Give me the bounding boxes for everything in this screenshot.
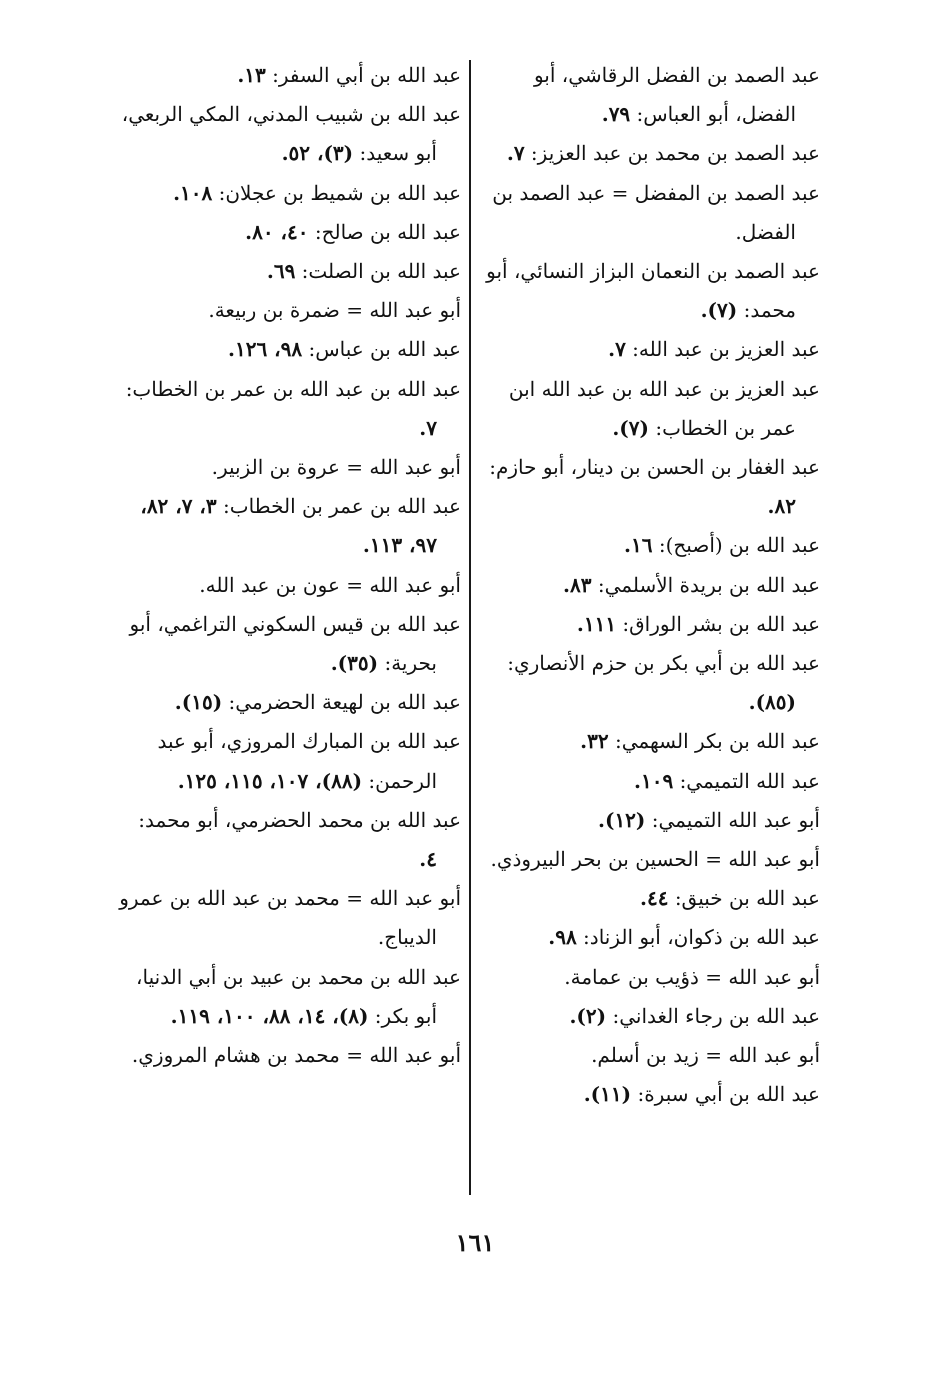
index-entry: عبد الله بن رجاء الغداني: (٢).: [569, 1003, 820, 1028]
index-entry: أبو عبد الله التميمي: (١٢).: [598, 807, 820, 832]
index-column-right: [475, 56, 820, 1114]
index-entry: عبد الصمد بن محمد بن عبد العزيز: ٧.: [506, 141, 820, 166]
index-entry: عبد الصمد بن الفضل الرقاشي، أبو الفضل، أبو العباس: ٧٩.: [533, 63, 820, 127]
index-entry: أبو عبد الله = عون بن عبد الله.: [199, 572, 461, 597]
index-entry: أبو عبد الله = محمد بن هشام المروزي.: [131, 1043, 461, 1068]
index-column-left: [116, 56, 461, 1075]
index-entry: عبد الغفار بن الحسن بن دينار، أبو حازم: ٨٢.: [489, 455, 820, 519]
index-entry: عبد الله بن أبي سبرة: (١١).: [583, 1082, 820, 1107]
index-entry: عبد الله بن محمد الحضرمي، أبو محمد: ٤.: [138, 807, 461, 872]
index-entry: عبد الله بن عبد الله بن عمر بن الخطاب: ٧.: [125, 376, 461, 440]
index-entry: عبد الله بن محمد بن عبيد بن أبي الدنيا، أبو بكر: (٨)، ١٤، ٨٨، ١٠٠، ١١٩.: [136, 964, 461, 1028]
index-entry: عبد الله بن عباس: ٩٨، ١٢٦.: [227, 337, 461, 362]
index-entry: عبد العزيز بن عبد الله بن عبد الله ابن عمر بن الخطاب: (٧).: [508, 376, 820, 440]
index-entry: أبو عبد الله = محمد بن عبد الله بن عمرو الديباج.: [119, 886, 461, 950]
index-entry: عبد الله بن خبيق: ٤٤.: [640, 886, 820, 911]
index-entry: أبو عبد الله = الحسين بن بحر البيروذي.: [490, 847, 820, 872]
index-entry: عبد الله بن (أصبح): ١٦.: [624, 533, 820, 558]
index-entry: عبد الله بن أبي السفر: ١٣.: [237, 63, 461, 87]
index-entry: عبد الله بن المبارك المروزي، أبو عبد الرحمن: (٨٨)، ١٠٧، ١١٥، ١٢٥.: [157, 729, 461, 793]
index-entry: عبد الله بن بشر الوراق: ١١١.: [576, 611, 820, 636]
index-entry: عبد الله بن عمر بن الخطاب: ٣، ٧، ٨٢، ٩٧، ١١٣.: [140, 494, 461, 558]
index-entry: عبد الله بن شميط بن عجلان: ١٠٨.: [173, 180, 461, 205]
index-entry: عبد الله بن لهيعة الحضرمي: (١٥).: [174, 690, 461, 715]
index-entry: أبو عبد الله = زيد بن أسلم.: [591, 1043, 820, 1068]
column-divider: [469, 60, 471, 1195]
index-entry: أبو عبد الله = عروة بن الزبير.: [211, 455, 461, 480]
index-entry: عبد الصمد بن النعمان البزاز النسائي، أبو محمد: (٧).: [486, 259, 820, 323]
index-entry: عبد الله التميمي: ١٠٩.: [634, 768, 820, 793]
index-entry: أبو عبد الله = ذؤيب بن عمامة.: [564, 964, 820, 989]
index-entry: عبد العزيز بن عبد الله: ٧.: [608, 337, 820, 362]
index-entry: عبد الله بن قيس السكوني التراغمي، أبو بحرية: (٣٥).: [129, 611, 461, 676]
index-entry: عبد الله بن أبي بكر بن حزم الأنصاري: (٨٥).: [507, 651, 820, 715]
index-entry: عبد الصمد بن المفضل = عبد الصمد بن الفضل.: [492, 180, 820, 244]
page-number: ١٦١: [455, 1228, 495, 1257]
index-entry: عبد الله بن الصلت: ٦٩.: [266, 259, 461, 284]
index-entry: عبد الله بن صالح: ٤٠، ٨٠.: [245, 219, 461, 244]
index-entry: عبد الله بن شبيب المدني، المكي الربعي، أبو سعيد: (٣)، ٥٢.: [121, 102, 461, 166]
index-entry: أبو عبد الله = ضمرة بن ربيعة.: [208, 298, 461, 323]
index-entry: عبد الله بن بكر السهمي: ٣٢.: [580, 729, 820, 754]
index-entry: عبد الله بن بريدة الأسلمي: ٨٣.: [563, 572, 820, 597]
index-entry: عبد الله بن ذكوان، أبو الزناد: ٩٨.: [548, 925, 820, 950]
